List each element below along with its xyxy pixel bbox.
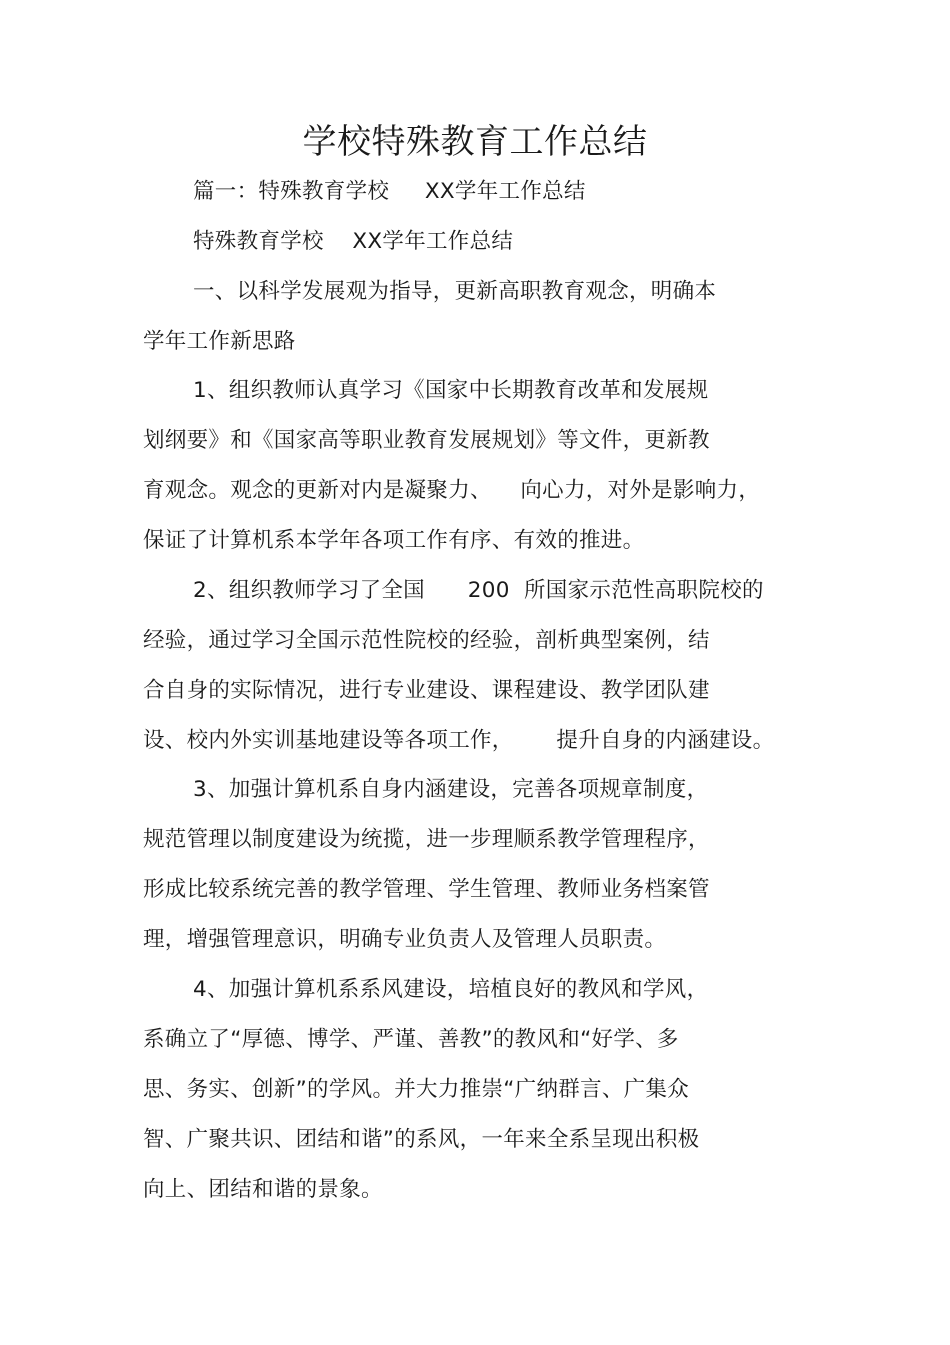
paragraph-line: 智、广聚共识、团结和谐”的系风，一年来全系呈现出积极 (143, 1127, 700, 1152)
paragraph-line: 育观念。观念的更新对内是凝聚力、 向心力，对外是影响力， (143, 478, 761, 503)
paragraph-line: 思、务实、创新”的学风。并大力推崇“广纳群言、广集众 (143, 1077, 690, 1102)
paragraph-line: 设、校内外实训基地建设等各项工作， 提升自身的内涵建设。 (143, 728, 775, 753)
paragraph-line: 保证了计算机系本学年各项工作有序、有效的推进。 (143, 528, 645, 553)
section-heading: 一、以科学发展观为指导，更新高职教育观念，明确本 (193, 279, 717, 304)
paragraph-line: 2、组织教师学习了全国 200 所国家示范性高职院校的 (193, 578, 764, 603)
paragraph-line: 3、加强计算机系自身内涵建设，完善各项规章制度， (193, 777, 709, 802)
document-title: 学校特殊教育工作总结 (302, 122, 648, 162)
paragraph-line: 划纲要》和《国家高等职业教育发展规划》等文件，更新教 (143, 428, 710, 453)
paragraph-line: 1、组织教师认真学习《国家中长期教育改革和发展规 (193, 378, 709, 403)
paragraph-line: 向上、团结和谐的景象。 (143, 1177, 383, 1202)
article-subheading: 特殊教育学校 XX学年工作总结 (193, 229, 514, 254)
paragraph-line: 系确立了“厚德、博学、严谨、善教”的教风和“好学、多 (143, 1027, 679, 1052)
paragraph-line: 4、加强计算机系系风建设，培植良好的教风和学风， (193, 977, 709, 1002)
paragraph-line: 规范管理以制度建设为统揽，进一步理顺系教学管理程序， (143, 827, 710, 852)
paragraph-line: 经验，通过学习全国示范性院校的经验，剖析典型案例，结 (143, 628, 710, 653)
paragraph-line: 合自身的实际情况，进行专业建设、课程建设、教学团队建 (143, 678, 710, 703)
paragraph-line: 形成比较系统完善的教学管理、学生管理、教师业务档案管 (143, 877, 710, 902)
article-heading: 篇一：特殊教育学校 XX学年工作总结 (193, 179, 586, 204)
paragraph-line: 理，增强管理意识，明确专业负责人及管理人员职责。 (143, 927, 667, 952)
section-heading-cont: 学年工作新思路 (143, 329, 296, 354)
